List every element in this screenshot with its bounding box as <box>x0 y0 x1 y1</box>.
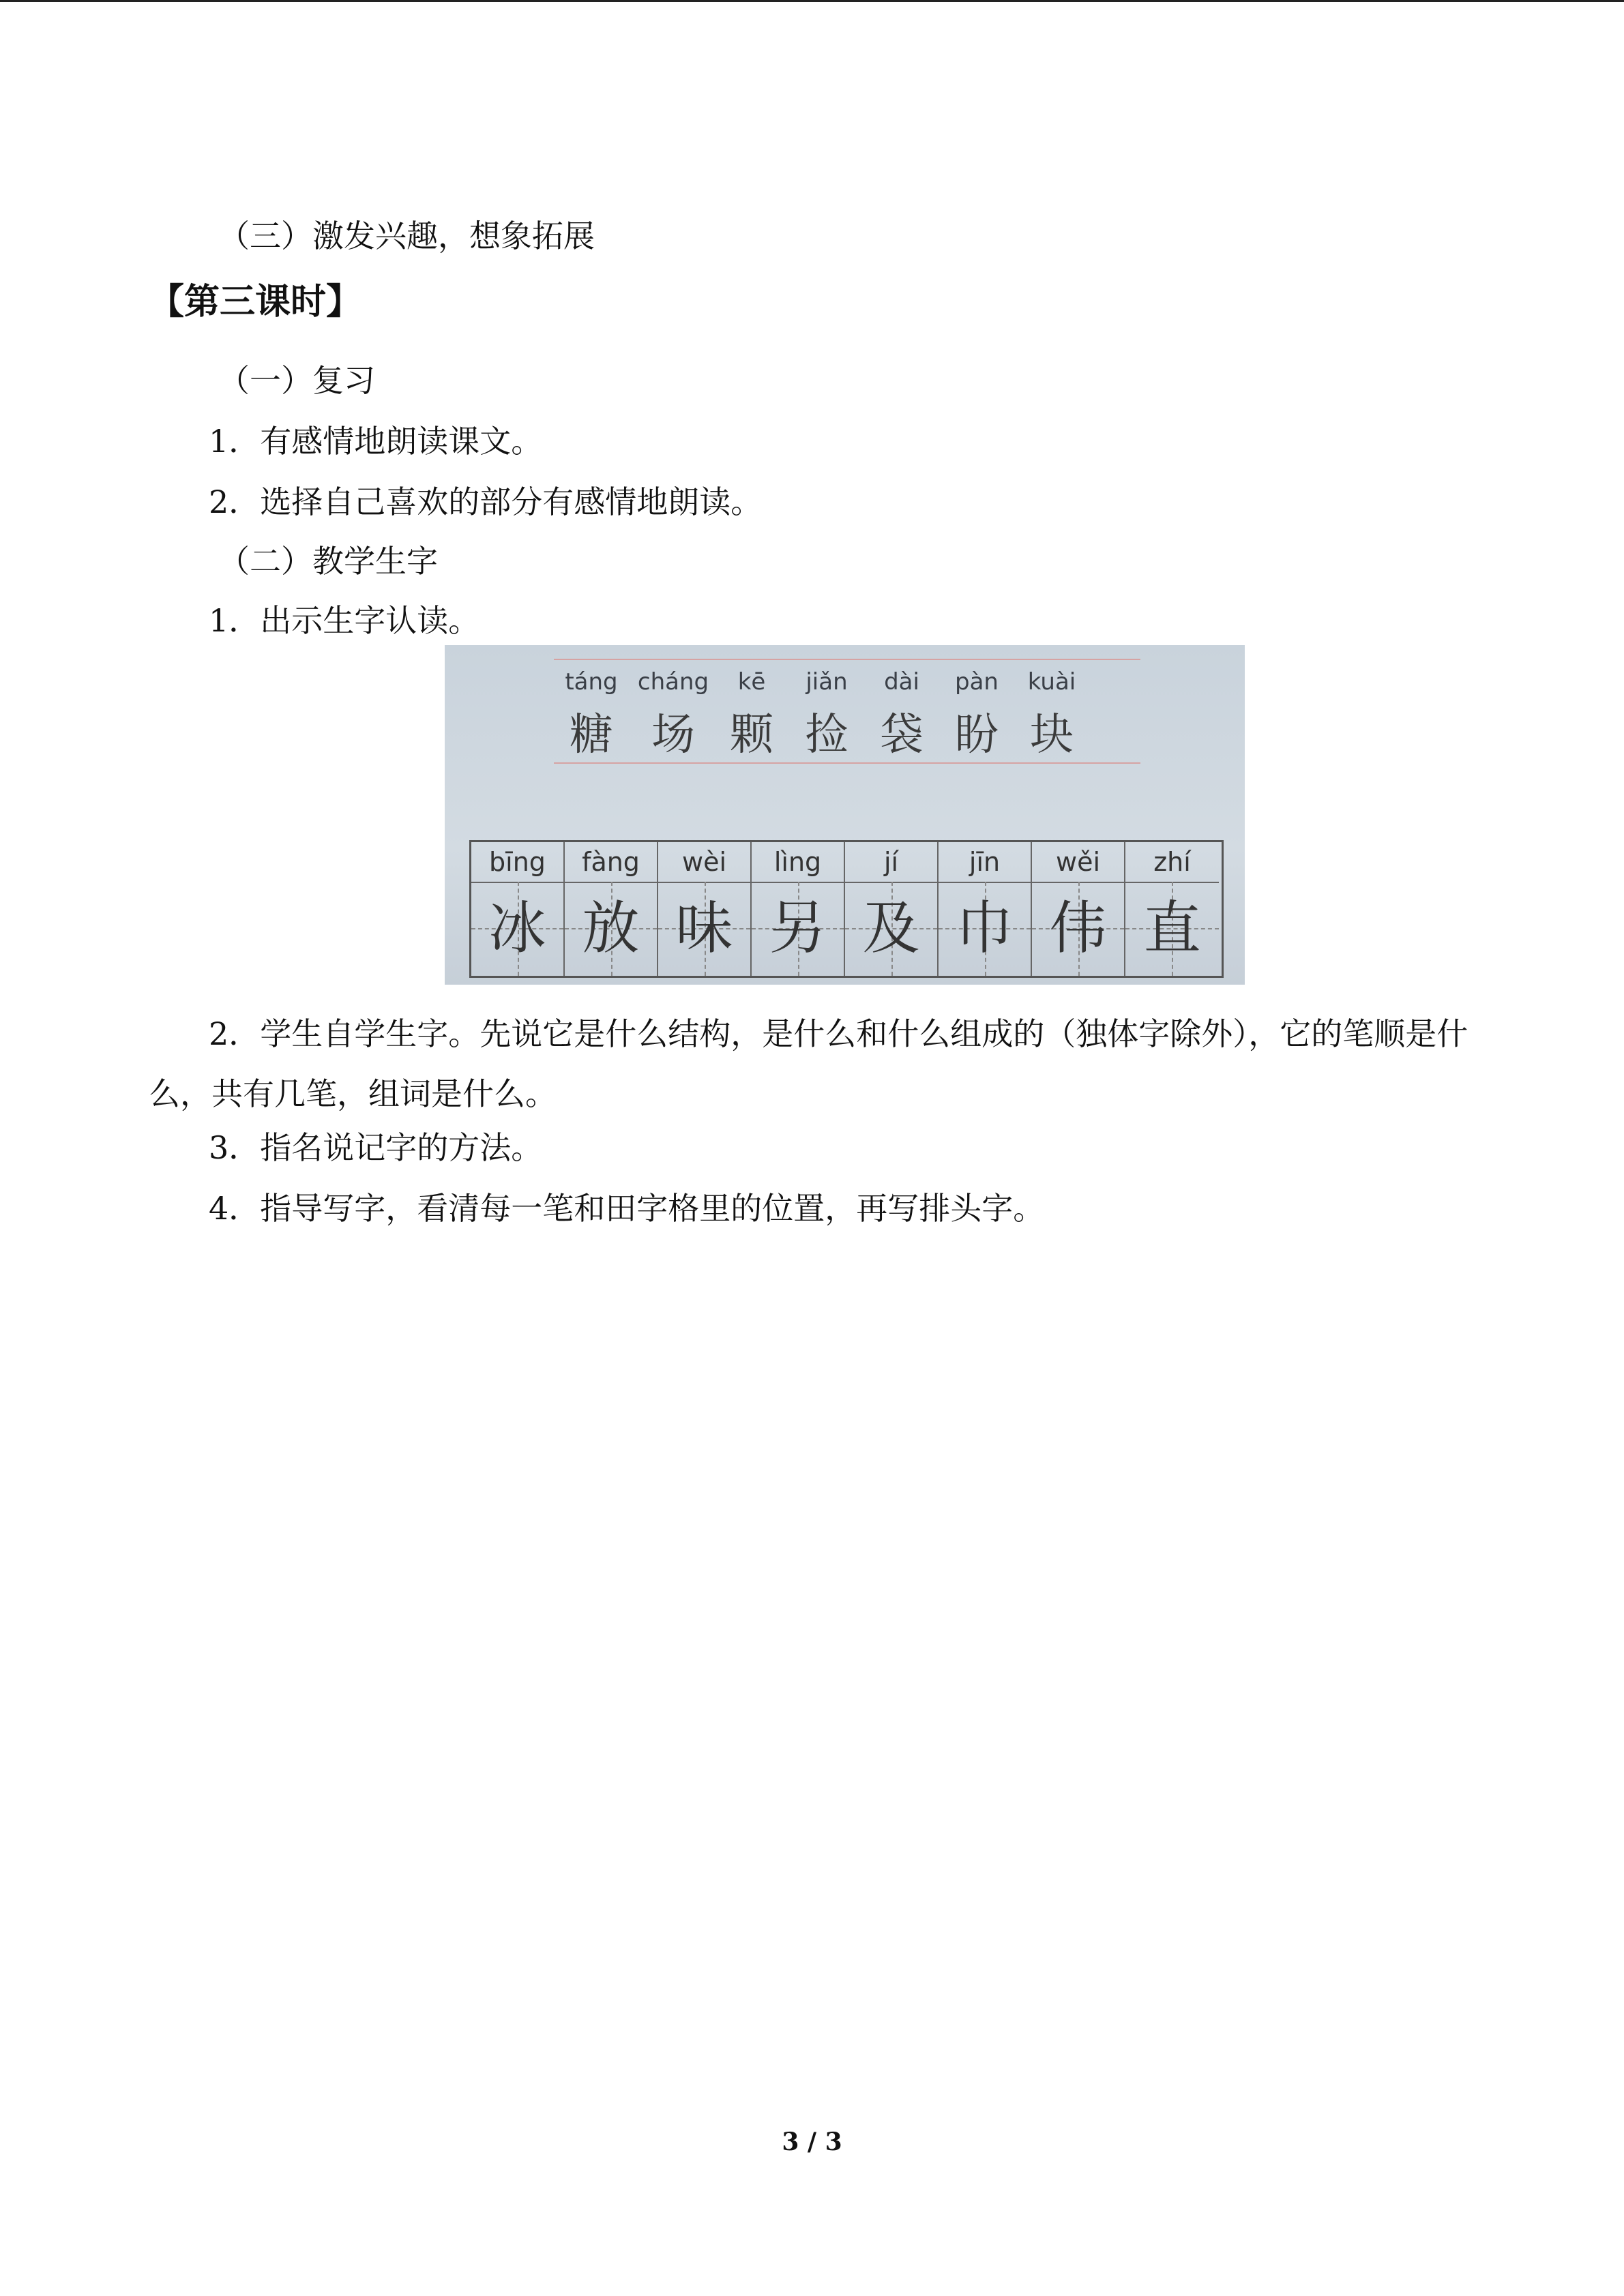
teach-item-3: 3．指名说记字的方法。 <box>209 1129 543 1166</box>
reading-char <box>714 660 789 762</box>
lesson-heading: 【第三课时】 <box>149 282 362 323</box>
grid-cell <box>845 842 939 976</box>
hanzi-label: 另 <box>769 895 827 961</box>
pinyin-label: jiǎn <box>806 668 848 696</box>
teach-item-4: 4．指导写字，看清每一笔和田字格里的位置，再写排头字。 <box>209 1190 1045 1227</box>
reading-char <box>1014 660 1089 762</box>
teach-item-1: 1．出示生字认读。 <box>209 602 480 639</box>
review-title: （一）复习 <box>218 362 375 399</box>
pinyin-label: kē <box>737 668 766 696</box>
pinyin-label: cháng <box>637 668 709 696</box>
review-item-2: 2．选择自己喜欢的部分有感情地朗读。 <box>209 483 763 520</box>
pinyin-label: wěi <box>1032 842 1124 883</box>
pinyin-label: wèi <box>658 842 750 883</box>
grid-cell <box>471 842 565 976</box>
pinyin-label: dài <box>884 668 919 696</box>
review-item-1: 1．有感情地朗读课文。 <box>209 423 543 460</box>
writing-grid <box>469 840 1224 978</box>
pinyin-label: zhí <box>1125 842 1219 883</box>
hanzi-label: 捡 <box>805 710 848 760</box>
hanzi-label: 味 <box>675 895 733 961</box>
pinyin-label: jí <box>845 842 937 883</box>
pinyin-label: bīng <box>471 842 563 883</box>
hanzi-label: 直 <box>1143 895 1201 961</box>
hanzi-label: 颗 <box>730 710 773 760</box>
reading-characters-row <box>554 659 1140 764</box>
pinyin-label: pàn <box>955 668 999 696</box>
hanzi-label: 糖 <box>570 710 613 760</box>
hanzi-label: 放 <box>582 895 640 961</box>
hanzi-label: 块 <box>1030 710 1074 760</box>
reading-char <box>636 660 711 762</box>
hanzi-label: 盼 <box>955 710 999 760</box>
page-number: 3 / 3 <box>782 2128 842 2156</box>
pinyin-label: jīn <box>939 842 1031 883</box>
reading-char <box>554 660 629 762</box>
hanzi-label: 场 <box>651 710 695 760</box>
pinyin-label: fàng <box>565 842 657 883</box>
grid-cell <box>1125 842 1219 976</box>
hanzi-label: 伟 <box>1049 895 1107 961</box>
pinyin-label: lìng <box>752 842 844 883</box>
section-3-title: （三）激发兴趣，想象拓展 <box>218 218 595 254</box>
hanzi-label: 巾 <box>956 895 1014 961</box>
teach-item-2: 2．学生自学生字。先说它是什么结构，是什么和什么组成的（独体字除外），它的笔顺是什么，共有几笔，组词是什么。 <box>149 1015 1468 1112</box>
grid-cell <box>658 842 752 976</box>
teach-title: （二）教学生字 <box>218 543 438 580</box>
grid-cell <box>939 842 1032 976</box>
reading-char <box>789 660 864 762</box>
grid-cell <box>752 842 845 976</box>
pinyin-label: táng <box>565 668 618 696</box>
textbook-characters-photo <box>445 645 1245 985</box>
grid-cell <box>565 842 658 976</box>
hanzi-label: 冰 <box>488 895 546 961</box>
grid-cell <box>1032 842 1125 976</box>
hanzi-label: 及 <box>862 895 920 961</box>
reading-char <box>939 660 1014 762</box>
pinyin-label: kuài <box>1027 668 1076 696</box>
page-top-border <box>0 0 1624 2</box>
hanzi-label: 袋 <box>880 710 924 760</box>
reading-char <box>864 660 939 762</box>
